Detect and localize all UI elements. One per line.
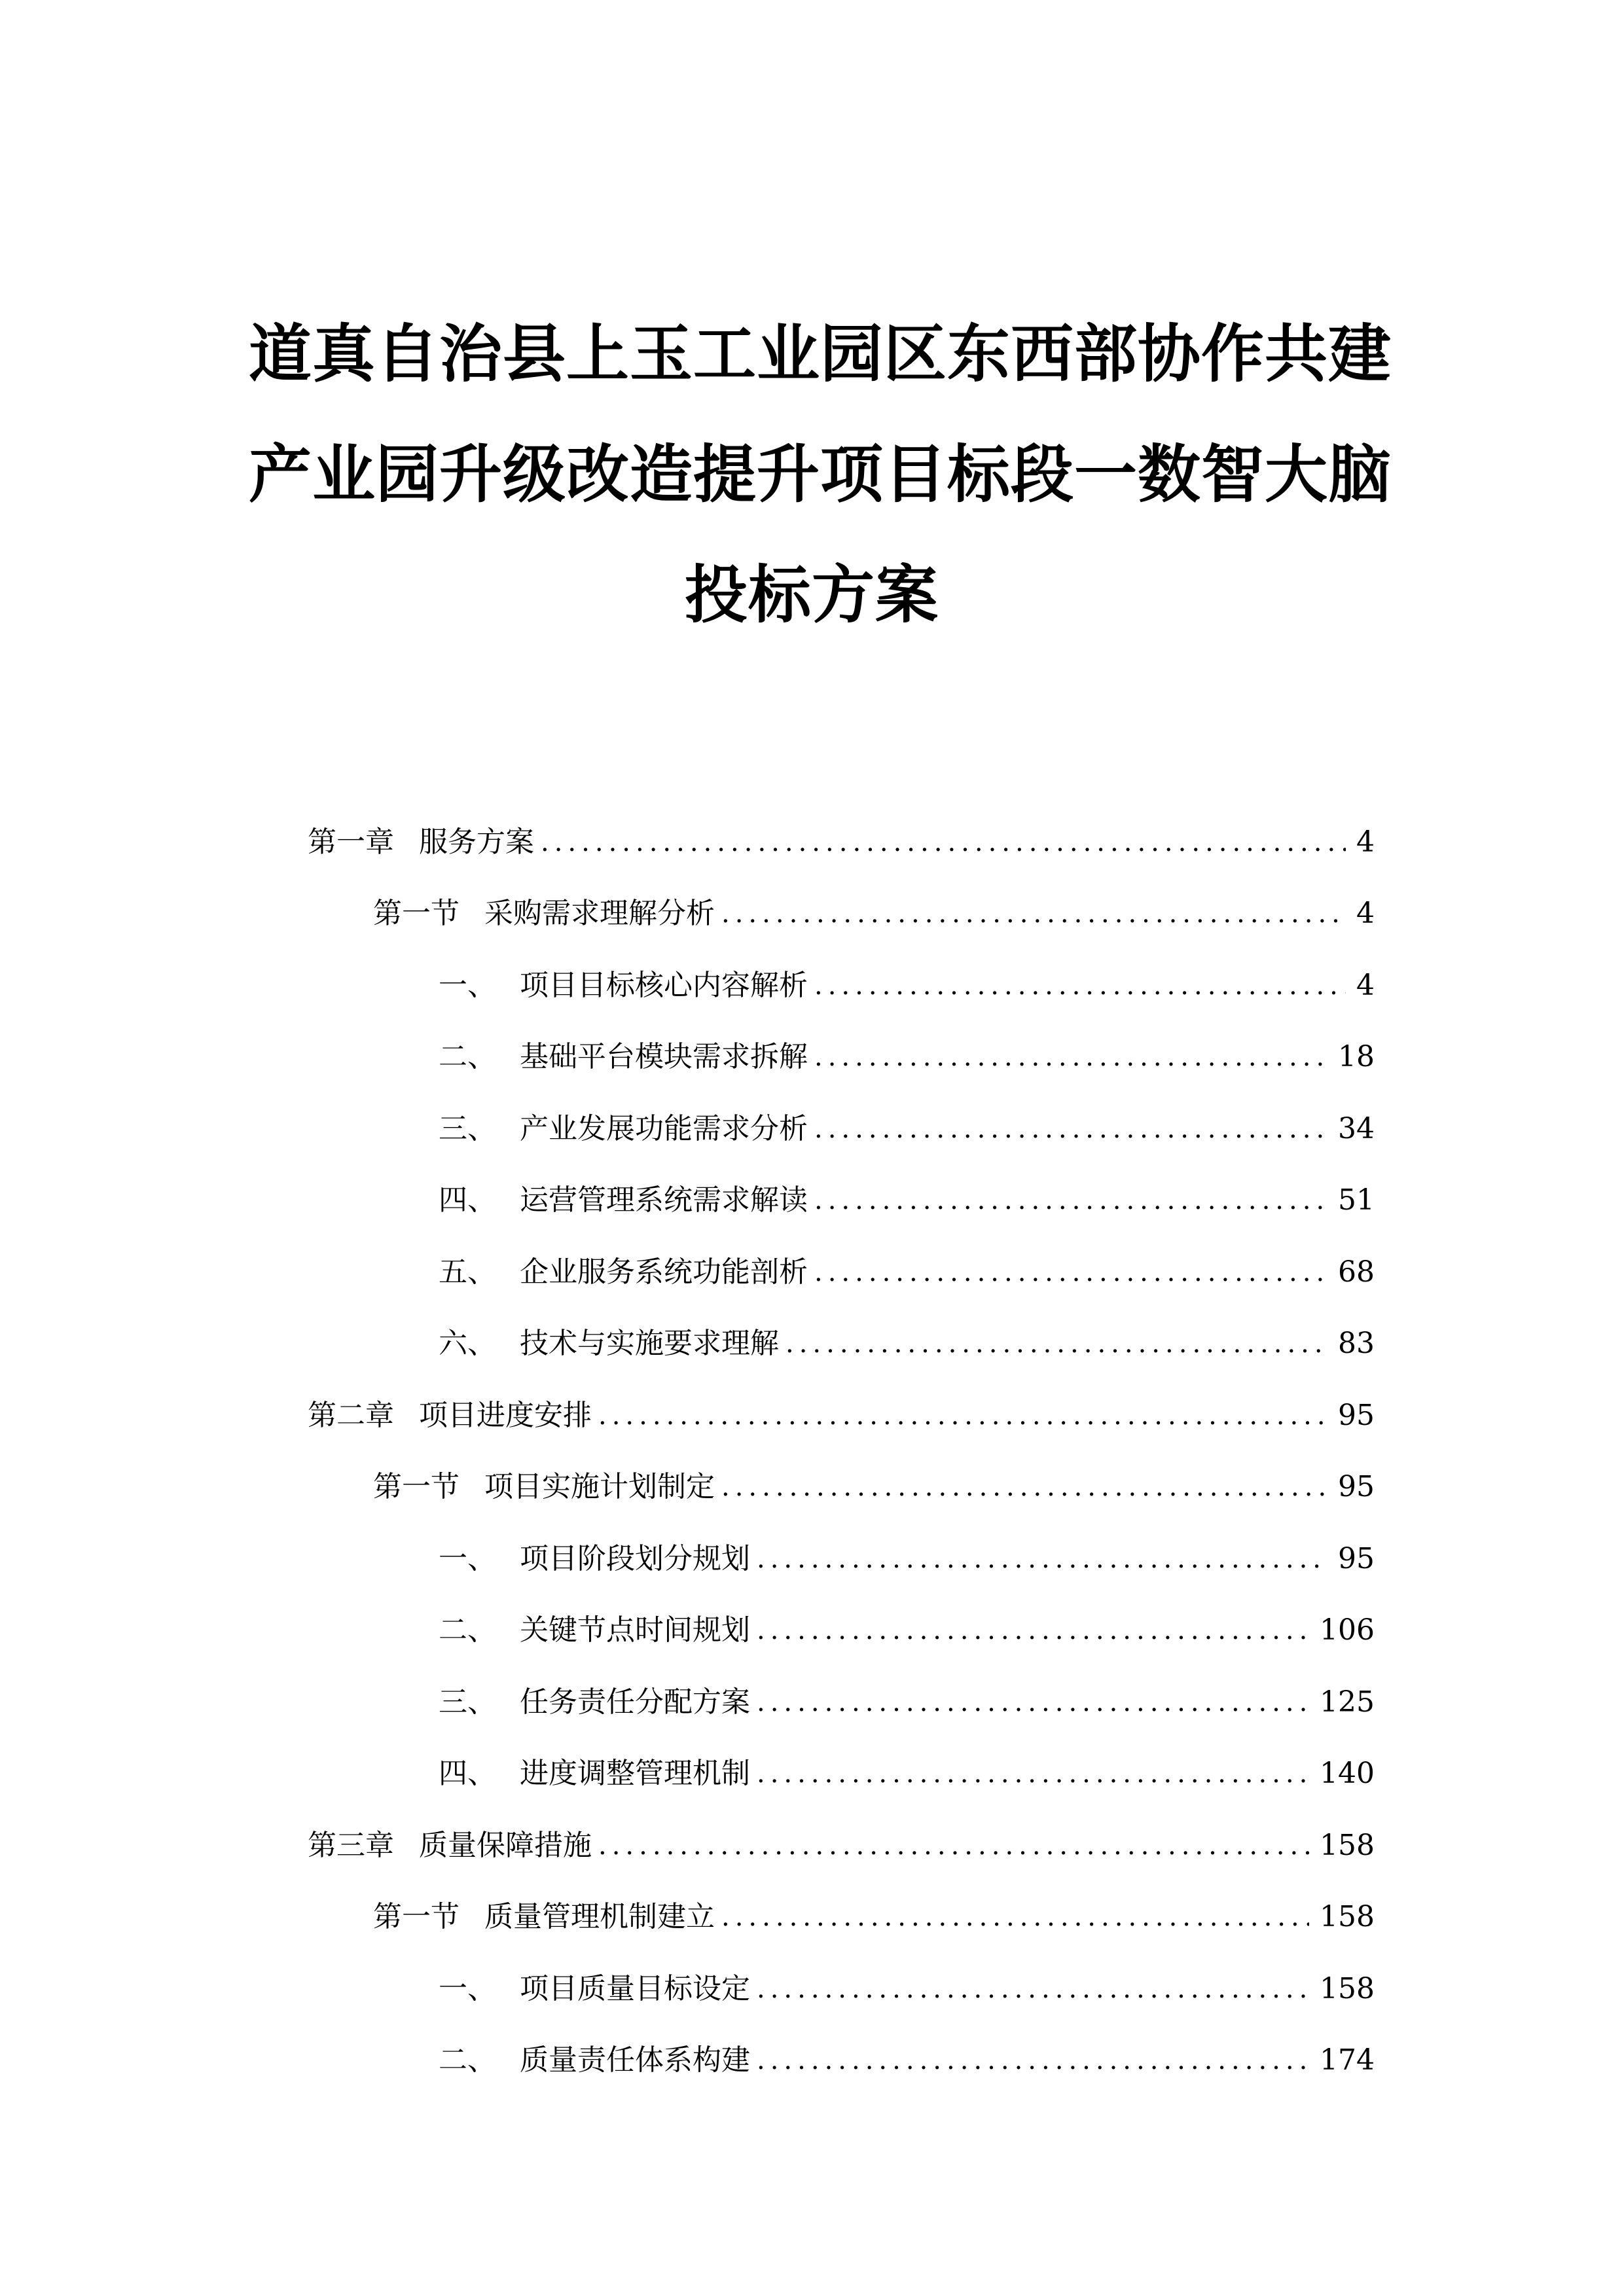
toc-entry-number: 二、 <box>439 1613 496 1647</box>
toc-entry-page-number: 106 <box>1320 1613 1375 1647</box>
toc-entry[interactable] <box>308 1666 1375 1738</box>
toc-leader-dots <box>721 1467 1327 1507</box>
toc-entry[interactable] <box>308 2025 1375 2097</box>
toc-entry-label: 关键节点时间规划 <box>520 1613 750 1647</box>
toc-leader-dots <box>785 1324 1327 1363</box>
toc-entry-number: 六、 <box>439 1327 496 1361</box>
toc-entry-number: 二、 <box>439 2043 496 2077</box>
toc-entry[interactable] <box>308 1595 1375 1667</box>
toc-entry-number: 四、 <box>439 1757 496 1791</box>
toc-entry[interactable] <box>308 1165 1375 1237</box>
toc-entry-label: 任务责任分配方案 <box>520 1685 750 1719</box>
toc-leader-dots <box>757 1969 1309 2009</box>
title-line: 道真自治县上玉工业园区东西部协作共建 <box>249 317 1392 391</box>
toc-entry-page-number: 158 <box>1320 1828 1375 1862</box>
toc-leader-dots <box>814 1109 1327 1149</box>
toc-entry-number: 第一节 <box>373 1470 460 1504</box>
toc-entry[interactable] <box>308 1236 1375 1308</box>
toc-entry-page-number: 158 <box>1320 1900 1375 1934</box>
toc-entry-number: 五、 <box>439 1255 496 1289</box>
toc-entry-number: 三、 <box>439 1111 496 1145</box>
toc-entry-label: 项目质量目标设定 <box>520 1971 750 2005</box>
toc-entry-page-number: 140 <box>1320 1757 1375 1791</box>
toc-entry-label: 采购需求理解分析 <box>484 897 715 931</box>
toc-entry-number: 二、 <box>439 1040 496 1074</box>
toc-entry[interactable] <box>308 1093 1375 1165</box>
toc-entry-number: 一、 <box>439 968 496 1002</box>
toc-entry-label: 运营管理系统需求解读 <box>520 1183 808 1217</box>
toc-leader-dots <box>757 1683 1309 1722</box>
toc-entry[interactable] <box>308 1953 1375 2025</box>
toc-entry-page-number: 51 <box>1338 1183 1375 1217</box>
title-line: 投标方案 <box>685 558 939 632</box>
toc-entry-page-number: 158 <box>1320 1971 1375 2005</box>
toc-entry-label: 项目实施计划制定 <box>484 1470 715 1504</box>
toc-entry-page-number: 4 <box>1356 897 1375 931</box>
toc-entry[interactable] <box>308 1810 1375 1882</box>
toc-leader-dots <box>757 2041 1309 2080</box>
title-line: 产业园升级改造提升项目标段一数智大脑 <box>249 438 1392 511</box>
toc-entry-page-number: 83 <box>1338 1327 1375 1361</box>
toc-leader-dots <box>814 966 1346 1005</box>
toc-entry-number: 一、 <box>439 1971 496 2005</box>
toc-leader-dots <box>598 1826 1309 1865</box>
toc-entry[interactable] <box>308 1523 1375 1595</box>
toc-entry-number: 第三章 <box>308 1828 394 1862</box>
toc-entry-label: 服务方案 <box>419 825 534 859</box>
toc-entry-number: 四、 <box>439 1183 496 1217</box>
toc-entry[interactable] <box>308 878 1375 950</box>
toc-entry[interactable] <box>308 1452 1375 1524</box>
toc-leader-dots <box>721 894 1346 933</box>
toc-entry-number: 一、 <box>439 1541 496 1575</box>
toc-entry-number: 第一节 <box>373 1900 460 1934</box>
document-title <box>249 314 1392 675</box>
toc-entry-label: 质量管理机制建立 <box>484 1900 715 1934</box>
toc-entry[interactable] <box>308 1308 1375 1380</box>
toc-entry-page-number: 68 <box>1338 1255 1375 1289</box>
toc-entry-page-number: 34 <box>1338 1111 1375 1145</box>
toc-entry-label: 项目目标核心内容解析 <box>520 968 808 1002</box>
toc-entry-number: 第一节 <box>373 897 460 931</box>
toc-entry-label: 产业发展功能需求分析 <box>520 1111 808 1145</box>
table-of-contents <box>308 806 1375 2096</box>
toc-entry-page-number: 174 <box>1320 2043 1375 2077</box>
toc-entry-page-number: 18 <box>1338 1040 1375 1074</box>
toc-leader-dots <box>814 1181 1327 1220</box>
toc-entry-label: 质量责任体系构建 <box>520 2043 750 2077</box>
toc-leader-dots <box>757 1611 1309 1650</box>
toc-entry-page-number: 4 <box>1356 968 1375 1002</box>
toc-leader-dots <box>721 1897 1309 1937</box>
toc-entry-label: 企业服务系统功能剖析 <box>520 1255 808 1289</box>
toc-entry-page-number: 95 <box>1338 1541 1375 1575</box>
toc-entry-number: 第二章 <box>308 1398 394 1432</box>
toc-entry-page-number: 95 <box>1338 1470 1375 1504</box>
toc-entry[interactable] <box>308 1022 1375 1094</box>
toc-entry[interactable] <box>308 806 1375 878</box>
toc-leader-dots <box>814 1037 1327 1077</box>
toc-entry-label: 技术与实施要求理解 <box>520 1327 779 1361</box>
toc-leader-dots <box>598 1396 1327 1435</box>
toc-entry-page-number: 4 <box>1356 825 1375 859</box>
toc-entry-label: 项目进度安排 <box>419 1398 592 1432</box>
toc-entry[interactable] <box>308 1882 1375 1954</box>
toc-entry[interactable] <box>308 1738 1375 1810</box>
toc-leader-dots <box>757 1539 1327 1579</box>
toc-leader-dots <box>541 823 1346 862</box>
toc-entry-label: 项目阶段划分规划 <box>520 1541 750 1575</box>
toc-entry-number: 三、 <box>439 1685 496 1719</box>
toc-entry-page-number: 125 <box>1320 1685 1375 1719</box>
toc-entry-number: 第一章 <box>308 825 394 859</box>
toc-entry-page-number: 95 <box>1338 1398 1375 1432</box>
toc-entry-label: 质量保障措施 <box>419 1828 592 1862</box>
toc-entry[interactable] <box>308 1380 1375 1452</box>
toc-entry[interactable] <box>308 950 1375 1022</box>
toc-entry-label: 基础平台模块需求拆解 <box>520 1040 808 1074</box>
toc-entry-label: 进度调整管理机制 <box>520 1757 750 1791</box>
toc-leader-dots <box>814 1253 1327 1292</box>
toc-leader-dots <box>757 1754 1309 1793</box>
